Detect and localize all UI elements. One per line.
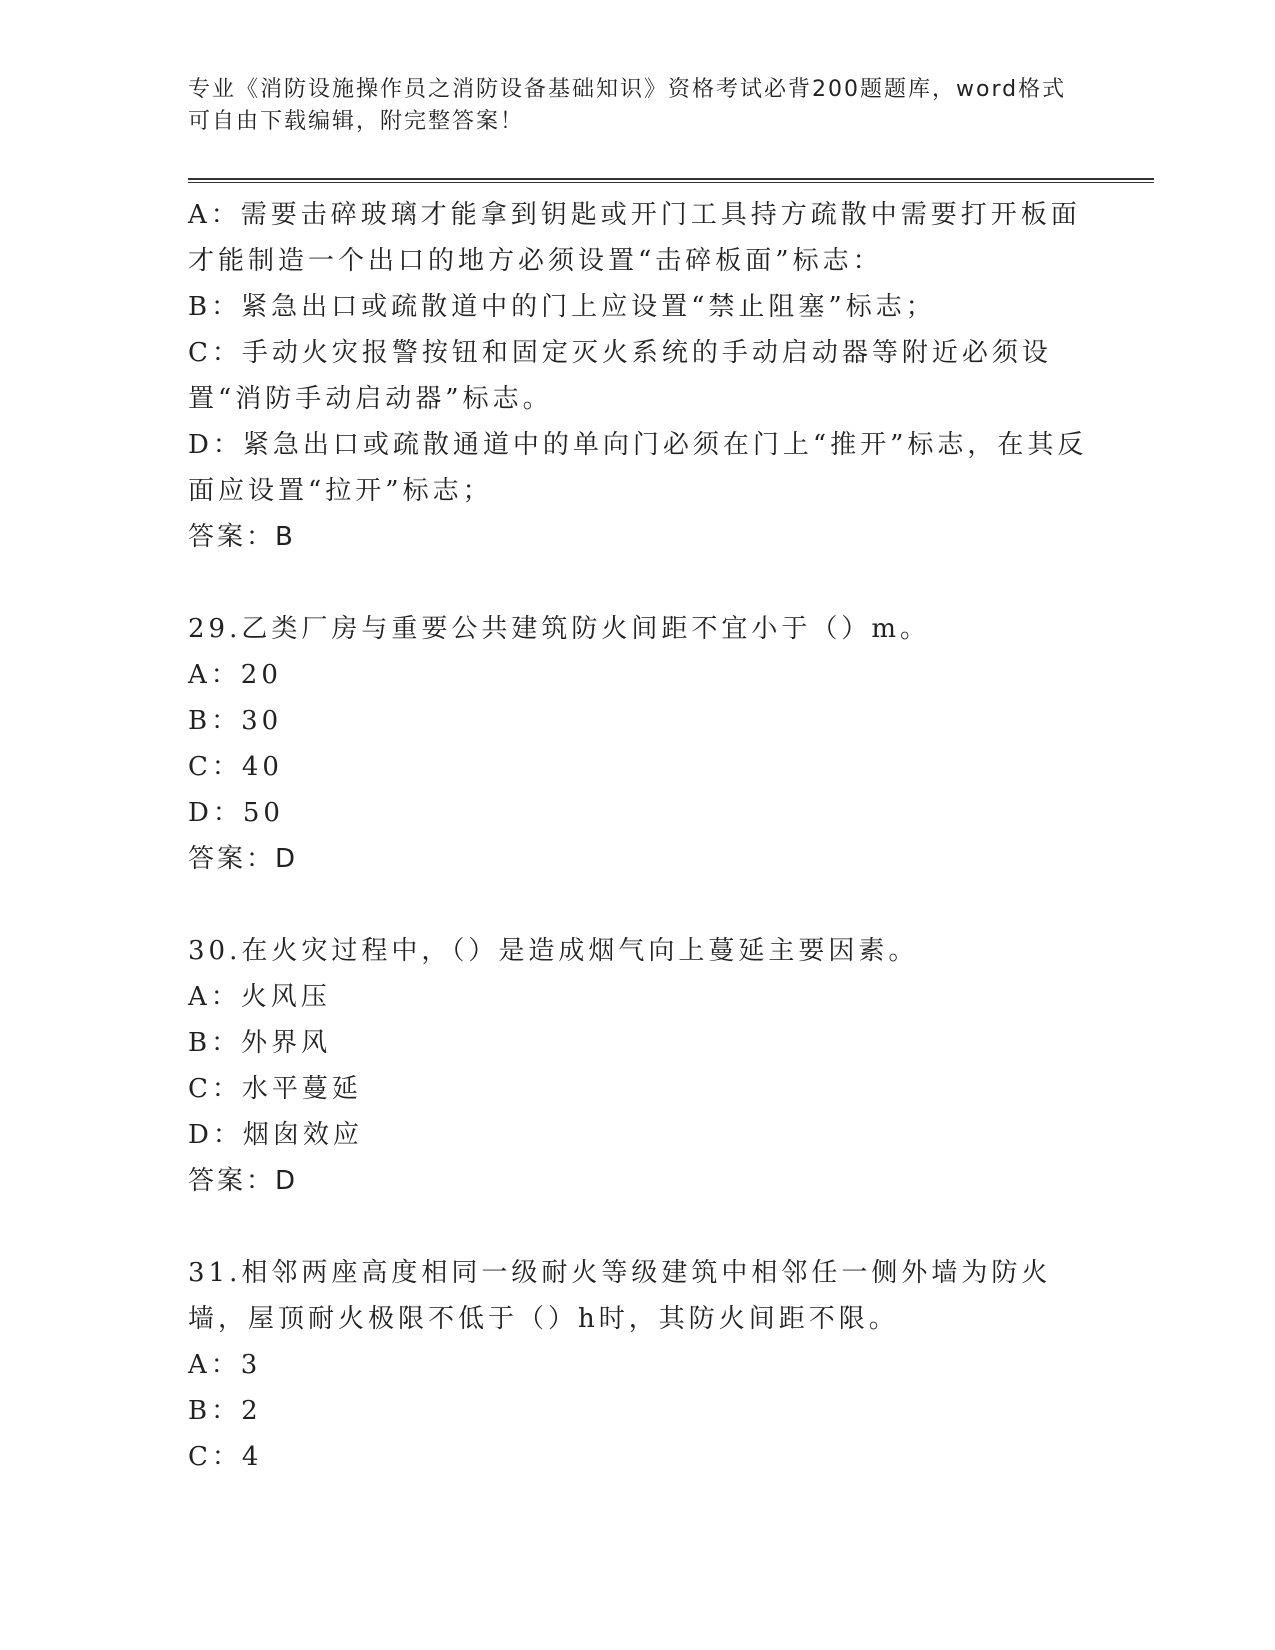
option-b: B：紧急出口或疏散道中的门上应设置“禁止阻塞”标志； — [188, 292, 936, 322]
spacer — [188, 1204, 1088, 1250]
option-c: C：水平蔓延 — [188, 1074, 362, 1104]
answer-line: 答案：B — [188, 522, 296, 552]
document-header — [188, 74, 1078, 138]
spacer — [188, 560, 1088, 606]
header-divider — [188, 178, 1154, 183]
question-block-prev — [188, 192, 1088, 560]
question-29 — [188, 606, 1088, 882]
question-stem: 30.在火灾过程中，（）是造成烟气向上蔓延主要因素。 — [188, 936, 919, 966]
option-a: A：3 — [188, 1350, 262, 1380]
answer-line: 答案：D — [188, 1166, 299, 1196]
question-30 — [188, 928, 1088, 1204]
option-d: D：紧急出口或疏散通道中的单向门必须在门上“推开”标志，在其反面应设置“拉开”标志； — [188, 430, 1088, 506]
option-b: B：2 — [188, 1396, 262, 1426]
option-d: D：烟囱效应 — [188, 1120, 363, 1150]
option-c: C：手动火灾报警按钮和固定灭火系统的手动启动器等附近必须设置“消防手动启动器”标志。 — [188, 338, 1052, 414]
option-b: B：外界风 — [188, 1028, 332, 1058]
option-c: C：4 — [188, 1442, 263, 1472]
spacer — [188, 882, 1088, 928]
option-b: B：30 — [188, 706, 283, 736]
option-a: A：火风压 — [188, 982, 331, 1012]
answer-line: 答案：D — [188, 844, 299, 874]
option-a: A：需要击碎玻璃才能拿到钥匙或开门工具持方疏散中需要打开板面才能制造一个出口的地方必须设置“击碎板面”标志： — [188, 200, 1081, 276]
document-title: 专业《消防设施操作员之消防设备基础知识》资格考试必背200题题库，word格式可自由下载编辑，附完整答案！ — [188, 77, 1067, 134]
question-stem: 31.相邻两座高度相同一级耐火等级建筑中相邻任一侧外墙为防火墙，屋顶耐火极限不低于（）h时，其防火间距不限。 — [188, 1258, 1052, 1334]
option-c: C：40 — [188, 752, 283, 782]
question-list — [188, 192, 1088, 1480]
option-a: A：20 — [188, 660, 282, 690]
option-d: D：50 — [188, 798, 284, 828]
question-31 — [188, 1250, 1088, 1480]
question-stem: 29.乙类厂房与重要公共建筑防火间距不宜小于（）m。 — [188, 614, 931, 644]
